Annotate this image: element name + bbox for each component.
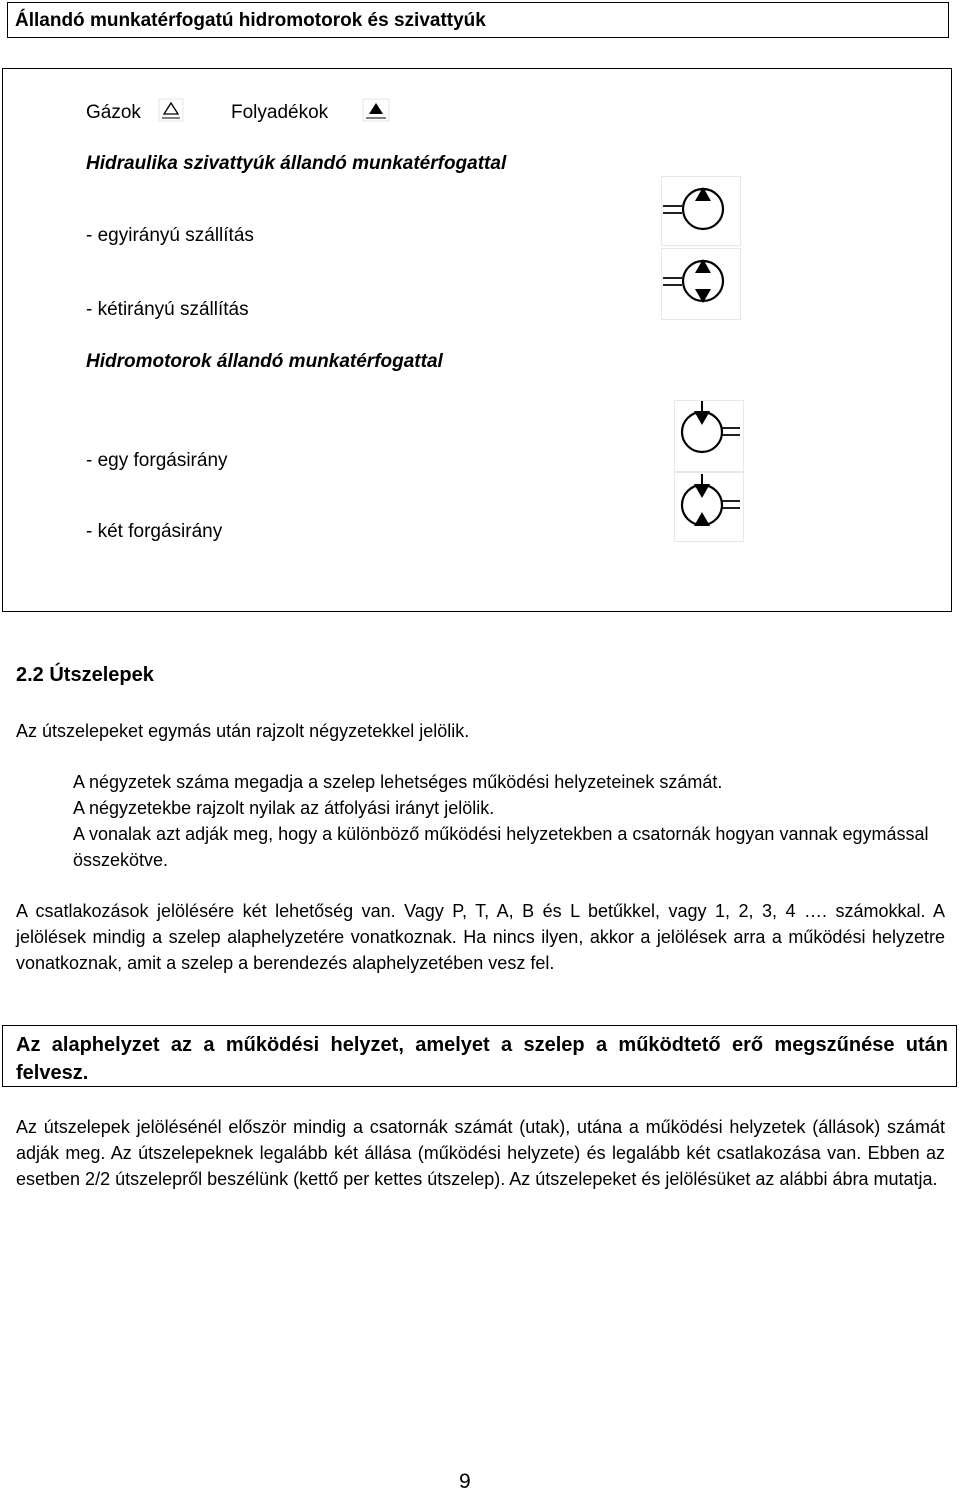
one-direction-motor-symbol (674, 400, 744, 472)
section-heading: 2.2 Útszelepek (16, 664, 154, 686)
page-number: 9 (459, 1470, 471, 1493)
arrows-line: A négyzetekbe rajzolt nyilak az átfolyási irányt jelölik. (73, 798, 495, 818)
connections-paragraph: A csatlakozások jelölésére két lehetőség van. Vagy P, T, A, B és L betűkkel, vagy 1, 2, 3, 4 …. számokkal. A jelölések mindig a szelep alaphelyzetére vonatkoznak. Ha nincs ilyen, akkor a jelölések arra a működési helyzetre vonatkoznak, amit a szelep a berendezés alaphelyzetében vesz fel. (16, 901, 945, 973)
pump-unidirectional-label: - egyirányú szállítás (86, 225, 254, 246)
pumps-heading: Hidraulika szivattyúk állandó munkatérfogattal (86, 153, 507, 174)
liquids-label: Folyadékok (231, 102, 329, 123)
lines-connection-paragraph: A vonalak azt adják meg, hogy a különböző működési helyzetekben a csatornák hogyan vannak egymással összekötve. (73, 824, 929, 870)
pump-bidirectional-label: - kétirányú szállítás (86, 299, 249, 320)
document-title: Állandó munkatérfogatú hidromotorok és szivattyúk (15, 10, 486, 31)
motor-two-directions-label: - két forgásirány (86, 521, 223, 542)
filled-triangle-icon (362, 98, 390, 122)
gases-label: Gázok (86, 102, 141, 123)
motor-one-direction-label: - egy forgásirány (86, 450, 228, 471)
squares-count-line: A négyzetek száma megadja a szelep lehetséges működési helyzeteinek számát. (73, 772, 723, 792)
hollow-triangle-icon (158, 98, 184, 122)
motors-heading: Hidromotorok állandó munkatérfogattal (86, 351, 443, 372)
title-box (7, 2, 949, 38)
bidirectional-pump-symbol (661, 248, 741, 320)
key-statement: Az alaphelyzet az a működési helyzet, amelyet a szelep a működtető erő megszűnése után felvesz. (16, 1034, 948, 1084)
final-paragraph: Az útszelepek jelölésénél először mindig a csatornák számát (utak), utána a működési helyzetek (állások) számát adják meg. Az útszelepeknek legalább két állása (működési helyzete) és legalább két csatlakozása van. Ebben az esetben 2/2 útszelepről beszélünk (kettő per kettes útszelep). Az útszelepeket és jelölésüket az alábbi ábra mutatja. (16, 1117, 945, 1189)
two-direction-motor-symbol (674, 472, 744, 542)
key-statement-box (2, 1025, 957, 1087)
unidirectional-pump-symbol (661, 176, 741, 246)
intro-paragraph: Az útszelepeket egymás után rajzolt négyzetekkel jelölik. (16, 721, 470, 741)
